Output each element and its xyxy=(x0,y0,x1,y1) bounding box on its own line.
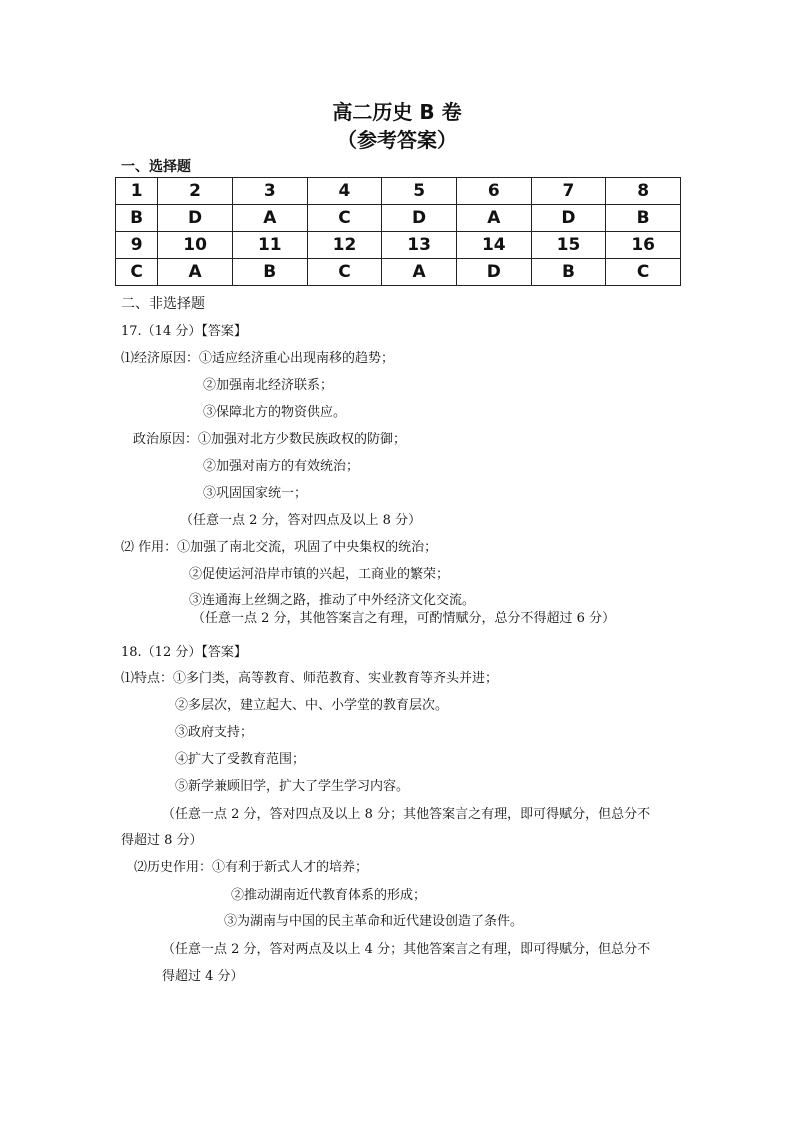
question-number-cell: 2 xyxy=(158,178,233,205)
section-heading-nonchoice: 二、非选择题 xyxy=(121,296,205,312)
answer-line: ②加强对南方的有效统治； xyxy=(203,459,360,474)
answer-line: ②促使运河沿岸市镇的兴起，工商业的繁荣； xyxy=(189,567,450,582)
answer-cell: D xyxy=(158,205,233,232)
answer-line: ⑵历史作用：①有利于新式人才的培养； xyxy=(134,860,369,875)
question-number-cell: 5 xyxy=(382,178,457,205)
answer-cell: C xyxy=(307,259,382,286)
answer-line: ③连通海上丝绸之路，推动了中外经济文化交流。 xyxy=(189,593,476,608)
question-number-cell: 8 xyxy=(606,178,681,205)
question-number-cell: 3 xyxy=(232,178,307,205)
answer-line: ②推动湖南近代教育体系的形成； xyxy=(231,888,427,903)
answer-line: 政治原因：①加强对北方少数民族政权的防御； xyxy=(133,432,407,447)
answer-line: ⑴经济原因：①适应经济重心出现南移的趋势； xyxy=(121,351,395,366)
scoring-note: （任意一点 2 分，答对四点及以上 8 分） xyxy=(180,513,422,528)
page-subtitle: （参考答案） xyxy=(337,128,457,152)
answer-cell: D xyxy=(531,205,606,232)
question-18-heading: 18.（12 分）【答案】 xyxy=(121,645,247,660)
answer-line: ③为湖南与中国的民主革命和近代建设创造了条件。 xyxy=(224,914,524,929)
question-number-cell: 9 xyxy=(116,232,158,259)
table-row xyxy=(116,259,681,286)
scoring-note: （任意一点 2 分，答对四点及以上 8 分；其他答案言之有理，即可得赋分，但总分不 xyxy=(162,807,651,822)
answer-cell: B xyxy=(531,259,606,286)
answer-cell: B xyxy=(232,259,307,286)
answer-line: ④扩大了受教育范围； xyxy=(175,752,306,767)
answer-line: ③巩固国家统一； xyxy=(203,486,308,501)
question-number-cell: 13 xyxy=(382,232,457,259)
scoring-note: （任意一点 2 分，其他答案言之有理，可酌情赋分，总分不得超过 6 分） xyxy=(192,611,616,626)
question-number-cell: 6 xyxy=(456,178,531,205)
section-heading-choice: 一、选择题 xyxy=(121,159,191,175)
answer-line: ③保障北方的物资供应。 xyxy=(203,405,347,420)
answer-line: ⑴特点：①多门类，高等教育、师范教育、实业教育等齐头并进； xyxy=(121,671,499,686)
answer-cell: B xyxy=(606,205,681,232)
answer-line: ②加强南北经济联系； xyxy=(203,378,334,393)
question-number-cell: 12 xyxy=(307,232,382,259)
answer-cell: D xyxy=(456,259,531,286)
answer-cell: A xyxy=(456,205,531,232)
question-17-heading: 17.（14 分）【答案】 xyxy=(121,324,247,339)
answer-line: ②多层次，建立起大、中、小学堂的教育层次。 xyxy=(175,698,449,713)
answer-line: ③政府支持； xyxy=(175,725,254,740)
question-number-cell: 10 xyxy=(158,232,233,259)
scoring-note: 得超过 8 分） xyxy=(121,833,203,848)
answer-cell: D xyxy=(382,205,457,232)
question-number-cell: 16 xyxy=(606,232,681,259)
answer-cell: C xyxy=(307,205,382,232)
question-number-cell: 15 xyxy=(531,232,606,259)
scoring-note: 得超过 4 分） xyxy=(162,969,244,984)
answer-line: ⑤新学兼顾旧学，扩大了学生学习内容。 xyxy=(175,779,410,794)
scoring-note: （任意一点 2 分，答对两点及以上 4 分；其他答案言之有理，即可得赋分，但总分不 xyxy=(162,942,651,957)
question-number-cell: 11 xyxy=(232,232,307,259)
question-number-cell: 4 xyxy=(307,178,382,205)
answer-table xyxy=(115,177,681,286)
question-number-cell: 7 xyxy=(531,178,606,205)
question-number-cell: 14 xyxy=(456,232,531,259)
answer-cell: A xyxy=(382,259,457,286)
page-title: 高二历史 B 卷 xyxy=(332,100,462,124)
table-row xyxy=(116,232,681,259)
answer-cell: B xyxy=(116,205,158,232)
table-row xyxy=(116,205,681,232)
answer-line: ⑵ 作用：①加强了南北交流，巩固了中央集权的统治； xyxy=(121,540,438,555)
question-number-cell: 1 xyxy=(116,178,158,205)
answer-cell: A xyxy=(158,259,233,286)
answer-cell: C xyxy=(606,259,681,286)
answer-cell: A xyxy=(232,205,307,232)
answer-cell: C xyxy=(116,259,158,286)
table-row xyxy=(116,178,681,205)
